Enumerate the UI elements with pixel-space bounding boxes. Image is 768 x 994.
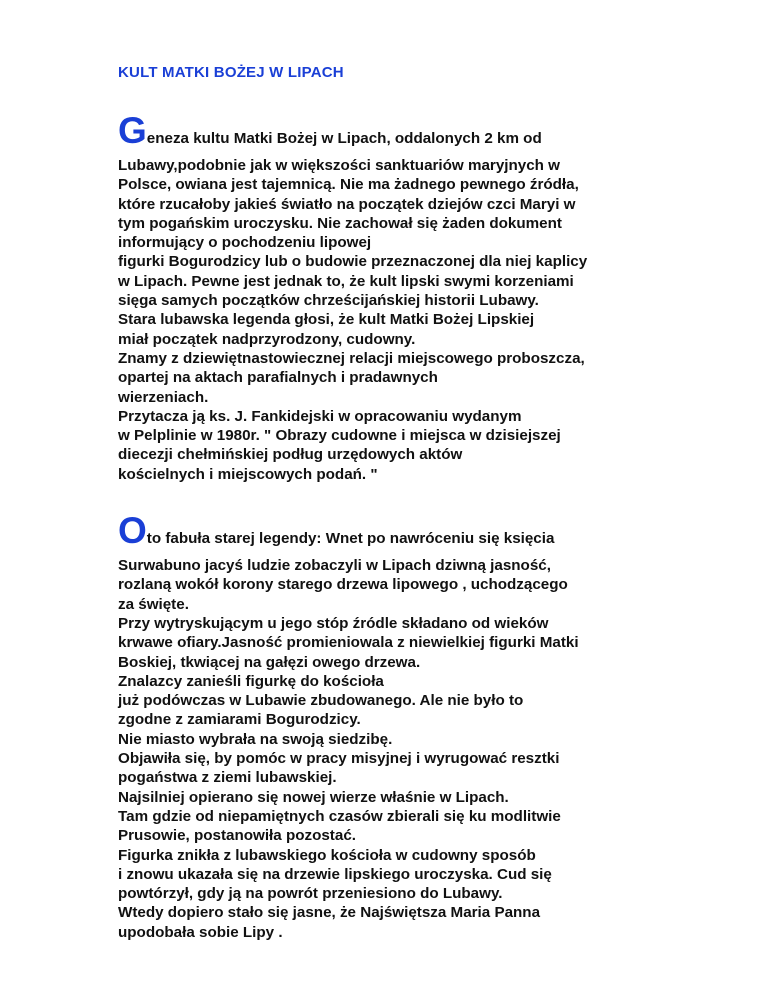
text-line: powtórzył, gdy ją na powrót przeniesiono do Lubawy. xyxy=(118,885,503,903)
paragraph-1 xyxy=(118,110,718,484)
text-line: rozlaną wokół korony starego drzewa lipowego , uchodzącego xyxy=(118,576,568,594)
paragraph-2-first-line-text: to fabuła starej legendy: Wnet po nawróceniu się księcia xyxy=(146,530,555,548)
text-line: Lubawy,podobnie jak w większości sanktuariów maryjnych w xyxy=(118,157,560,174)
paragraph-1-first-line-text: eneza kultu Matki Bożej w Lipach, oddalonych 2 km od xyxy=(146,130,542,147)
text-line: które rzucałoby jakieś światło na początek dziejów czci Maryi w xyxy=(118,195,576,213)
text-line: Nie miasto wybrała na swoją siedzibę. xyxy=(118,730,393,748)
text-line: Znalazcy zanieśli figurkę do kościoła xyxy=(118,672,384,690)
text-line: sięga samych początków chrześcijańskiej historii Lubawy. xyxy=(118,292,539,310)
text-line: Stara lubawska legenda głosi, że kult Matki Bożej Lipskiej xyxy=(118,311,535,329)
text-line: Wtedy dopiero stało się jasne, że Najświętsza Maria Panna xyxy=(118,904,541,922)
document-title: KULT MATKI BOŻEJ W LIPACH xyxy=(118,64,344,81)
text-line: diecezji chełmińskiej podług urzędowych aktów xyxy=(118,446,463,464)
text-line: Znamy z dziewiętnastowiecznej relacji miejscowego proboszcza, xyxy=(118,349,585,367)
text-line: Surwabuno jacyś ludzie zobaczyli w Lipach dziwną jasność, xyxy=(118,557,551,575)
text-line: w Pelplinie w 1980r. " Obrazy cudowne i miejsca w dzisiejszej xyxy=(118,427,561,445)
text-line: i znowu ukazała się na drzewie lipskiego uroczyska. Cud się xyxy=(118,865,552,883)
paragraph-1-first-line xyxy=(118,110,718,156)
text-line: miał początek nadprzyrodzony, cudowny. xyxy=(118,330,416,348)
text-line: krwawe ofiary.Jasność promieniowala z niewielkiej figurki Matki xyxy=(118,634,579,652)
text-line: zgodne z zamiarami Bogurodzicy. xyxy=(118,711,361,729)
drop-cap-g: G xyxy=(118,110,147,151)
text-line: Przytacza ją ks. J. Fankidejski w opracowaniu wydanym xyxy=(118,407,522,425)
text-line: upodobała sobie Lipy . xyxy=(118,923,283,941)
text-line: opartej na aktach parafialnych i pradawnych xyxy=(118,369,438,387)
text-line: Polsce, owiana jest tajemnicą. Nie ma żadnego pewnego źródła, xyxy=(118,176,579,194)
text-line: Boskiej, tkwiącej na gałęzi owego drzewa. xyxy=(118,653,421,671)
text-line: już podówczas w Lubawie zbudowanego. Ale nie było to xyxy=(118,692,524,710)
text-line: Najsilniej opierano się nowej wierze właśnie w Lipach. xyxy=(118,788,509,806)
text-line: kościelnych i miejscowych podań. " xyxy=(118,465,378,483)
text-line: Prusowie, postanowiła pozostać. xyxy=(118,827,356,845)
text-line: Przy wytryskującym u jego stóp źródle składano od wieków xyxy=(118,614,549,632)
text-line: figurki Bogurodzicy lub o budowie przeznaczonej dla niej kaplicy xyxy=(118,253,588,271)
paragraph-2-first-line xyxy=(118,510,718,556)
drop-cap-o: O xyxy=(118,510,147,552)
paragraph-1-body xyxy=(118,156,718,484)
text-line: tym pogańskim uroczysku. Nie zachował się żaden dokument xyxy=(118,214,562,232)
text-line: w Lipach. Pewne jest jednak to, że kult lipski swymi korzeniami xyxy=(118,272,574,290)
text-line: Figurka znikła z lubawskiego kościoła w cudowny sposób xyxy=(118,846,536,864)
document-page xyxy=(118,62,718,942)
text-line: za święte. xyxy=(118,595,189,613)
paragraph-2 xyxy=(118,510,718,942)
text-line: Objawiła się, by pomóc w pracy misyjnej i wyrugować resztki xyxy=(118,750,560,768)
text-line: Tam gdzie od niepamiętnych czasów zbierali się ku modlitwie xyxy=(118,807,561,825)
text-line: informujący o pochodzeniu lipowej xyxy=(118,234,372,252)
text-line: wierzeniach. xyxy=(118,388,209,406)
paragraph-2-body xyxy=(118,556,718,942)
text-line: pogaństwa z ziemi lubawskiej. xyxy=(118,769,337,787)
